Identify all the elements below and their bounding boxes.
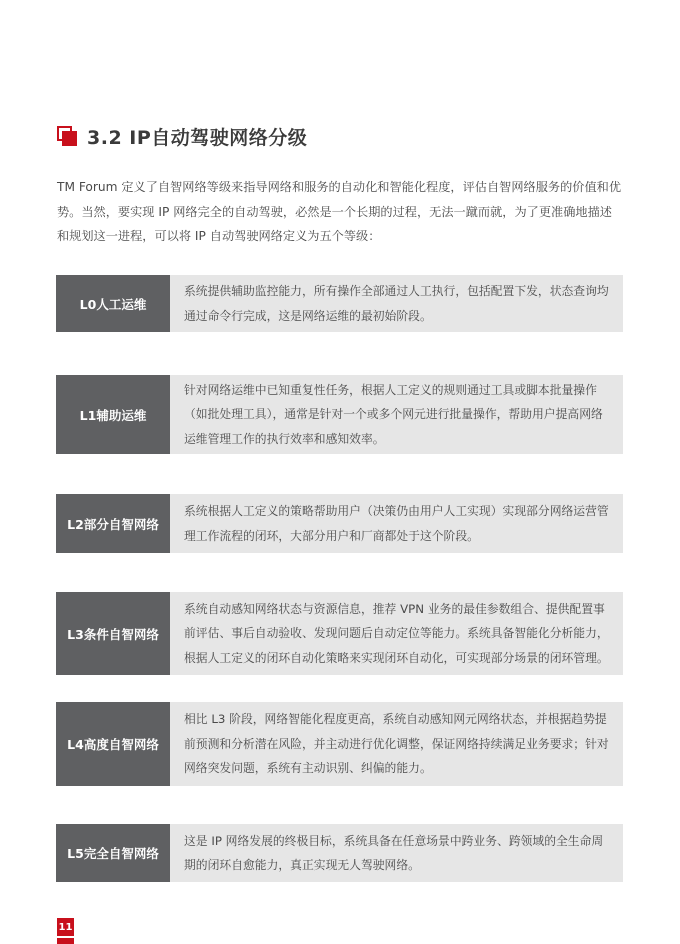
level-description-container [170,702,623,786]
level-label: L2部分自智网络 [56,494,170,553]
level-row-l0 [56,275,623,332]
level-label: L4高度自智网络 [56,702,170,786]
level-label: L0人工运维 [56,275,170,332]
level-description: 系统自动感知网络状态与资源信息，推荐 VPN 业务的最佳参数组合、提供配置事前评估、事后自动验收、发现问题后自动定位等能力。系统具备智能化分析能力，根据人工定义的闭环自动化策略来实现闭环自动化，可实现部分场景的闭环管理。 [184,601,609,665]
level-label: L3条件自智网络 [56,592,170,675]
level-row-l3 [56,592,623,675]
level-row-l1 [56,375,623,454]
level-label: L5完全自智网络 [56,824,170,882]
level-description-container [170,275,623,332]
level-description-container [170,824,623,882]
section-heading [57,122,307,150]
level-row-l5 [56,824,623,882]
level-description-container [170,592,623,675]
level-row-l4 [56,702,623,786]
level-label: L1辅助运维 [56,375,170,454]
level-description: 这是 IP 网络发展的终极目标，系统具备在任意场景中跨业务、跨领域的全生命周期的闭环自愈能力，真正实现无人驾驶网络。 [184,833,604,872]
level-description: 系统根据人工定义的策略帮助用户（决策仍由用户人工实现）实现部分网络运营管理工作流程的闭环，大部分用户和厂商都处于这个阶段。 [184,504,609,543]
level-row-l2 [56,494,623,553]
level-description: 相比 L3 阶段，网络智能化程度更高，系统自动感知网元网络状态，并根据趋势提前预测和分析潜在风险，并主动进行优化调整，保证网络持续满足业务要求；针对网络突发问题，系统有主动识别、纠偏的能力。 [184,712,609,776]
page-number: 11 [57,918,74,936]
intro-paragraph: TM Forum 定义了自智网络等级来指导网络和服务的自动化和智能化程度，评估自智网络服务的价值和优势。当然，要实现 IP 网络完全的自动驾驶，必然是一个长期的过程，无法一蹴而就，为了更准确地描述和规划这一进程，可以将 IP 自动驾驶网络定义为五个等级： [57,180,622,243]
section-marker-icon [57,126,77,146]
level-description-container [170,375,623,454]
level-description: 系统提供辅助监控能力，所有操作全部通过人工执行，包括配置下发，状态查询均通过命令行完成，这是网络运维的最初始阶段。 [184,284,609,323]
section-title: 3.2 IP自动驾驶网络分级 [87,126,308,149]
level-description: 针对网络运维中已知重复性任务，根据人工定义的规则通过工具或脚本批量操作（如批处理工具），通常是针对一个或多个网元进行批量操作，帮助用户提高网络运维管理工作的执行效率和感知效率。 [184,382,603,446]
page-number-bar [57,938,74,944]
level-description-container [170,494,623,553]
